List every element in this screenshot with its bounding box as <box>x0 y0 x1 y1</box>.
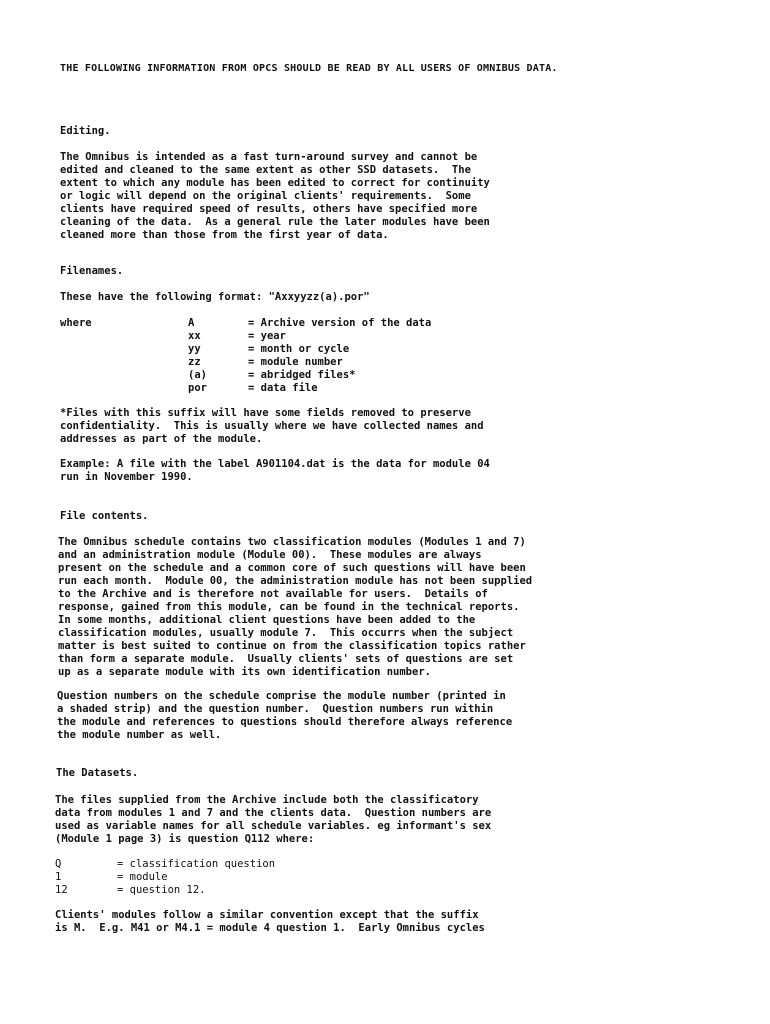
format-code: zz <box>188 356 201 368</box>
filename-example <box>60 458 720 484</box>
text-line: The Omnibus schedule contains two classification modules (Modules 1 and 7) <box>58 536 526 548</box>
format-row <box>60 382 548 395</box>
text-line: Clients' modules follow a similar convention except that the suffix <box>55 909 479 921</box>
text-line: (Module 1 page 3) is question Q112 where: <box>55 833 315 845</box>
format-code: yy <box>188 343 201 355</box>
text-line: The files supplied from the Archive include both the classificatory <box>55 794 479 806</box>
text-line: In some months, additional client questions have been added to the <box>58 614 476 626</box>
file-contents-heading: File contents. <box>60 510 149 522</box>
format-desc: = year <box>248 330 286 342</box>
text-line: classification modules, usually module 7. This occurrs when the subject <box>58 627 514 639</box>
text-line: extent to which any module has been edited to correct for continuity <box>60 177 490 189</box>
format-desc: = month or cycle <box>248 343 350 355</box>
code-part: 1 <box>55 871 62 883</box>
format-row <box>60 343 548 356</box>
text-line: addresses as part of the module. <box>60 433 263 445</box>
code-row <box>55 858 275 871</box>
datasets-paragraph-2 <box>55 909 715 935</box>
filename-format-table <box>60 317 548 395</box>
question-code-table <box>55 858 275 897</box>
text-line: a shaded strip) and the question number. Question numbers run within <box>57 703 494 715</box>
filenames-intro: These have the following format: "Axxyyzz(a).por" <box>60 291 370 303</box>
text-line: used as variable names for all schedule variables. eg informant's sex <box>55 820 492 832</box>
text-line: the module number as well. <box>57 729 222 741</box>
text-line: cleaned more than those from the first year of data. <box>60 229 389 241</box>
editing-paragraph <box>60 151 720 242</box>
text-line: to the Archive and is therefore not available for users. Details of <box>58 588 488 600</box>
text-line: run in November 1990. <box>60 471 193 483</box>
text-line: than form a separate module. Usually clients' sets of questions are set <box>58 653 514 665</box>
text-line: the module and references to questions should therefore always reference <box>57 716 513 728</box>
code-part: Q <box>55 858 62 870</box>
where-label: where <box>60 317 92 329</box>
format-row <box>60 330 548 343</box>
format-row <box>60 317 548 330</box>
text-line: up as a separate module with its own identification number. <box>58 666 431 678</box>
code-desc: = classification question <box>117 858 276 870</box>
format-row <box>60 356 548 369</box>
code-row <box>55 884 275 897</box>
code-desc: = question 12. <box>117 884 206 896</box>
text-line: clients have required speed of results, others have specified more <box>60 203 478 215</box>
abridged-note <box>60 407 720 446</box>
datasets-paragraph-1 <box>55 794 715 846</box>
file-contents-paragraph-1 <box>58 536 718 679</box>
filenames-heading: Filenames. <box>60 265 124 277</box>
text-line: present on the schedule and a common core of such questions will have been <box>58 562 526 574</box>
format-code: xx <box>188 330 201 342</box>
format-desc: = data file <box>248 382 318 394</box>
format-desc: = Archive version of the data <box>248 317 432 329</box>
text-line: response, gained from this module, can be found in the technical reports. <box>58 601 520 613</box>
text-line: or logic will depend on the original clients' requirements. Some <box>60 190 471 202</box>
text-line: cleaning of the data. As a general rule the later modules have been <box>60 216 490 228</box>
text-line: and an administration module (Module 00). These modules are always <box>58 549 482 561</box>
text-line: *Files with this suffix will have some fields removed to preserve <box>60 407 471 419</box>
text-line: confidentiality. This is usually where we have collected names and <box>60 420 484 432</box>
text-line: Example: A file with the label A901104.dat is the data for module 04 <box>60 458 490 470</box>
code-desc: = module <box>117 871 168 883</box>
file-contents-paragraph-2 <box>57 690 717 742</box>
text-line: matter is best suited to continue on from the classification topics rather <box>58 640 526 652</box>
format-desc: = module number <box>248 356 343 368</box>
editing-heading: Editing. <box>60 125 111 137</box>
text-line: The Omnibus is intended as a fast turn-around survey and cannot be <box>60 151 478 163</box>
text-line: edited and cleaned to the same extent as other SSD datasets. The <box>60 164 471 176</box>
text-line: data from modules 1 and 7 and the clients data. Question numbers are <box>55 807 492 819</box>
format-code: por <box>188 382 207 394</box>
code-part: 12 <box>55 884 68 896</box>
format-row <box>60 369 548 382</box>
text-line: is M. E.g. M41 or M4.1 = module 4 question 1. Early Omnibus cycles <box>55 922 485 934</box>
datasets-heading: The Datasets. <box>56 767 139 779</box>
code-row <box>55 871 275 884</box>
format-code: A <box>188 317 195 329</box>
notice-header: THE FOLLOWING INFORMATION FROM OPCS SHOULD BE READ BY ALL USERS OF OMNIBUS DATA. <box>60 63 558 74</box>
format-code: (a) <box>188 369 207 381</box>
text-line: run each month. Module 00, the administration module has not been supplied <box>58 575 533 587</box>
text-line: Question numbers on the schedule comprise the module number (printed in <box>57 690 506 702</box>
format-desc: = abridged files* <box>248 369 356 381</box>
